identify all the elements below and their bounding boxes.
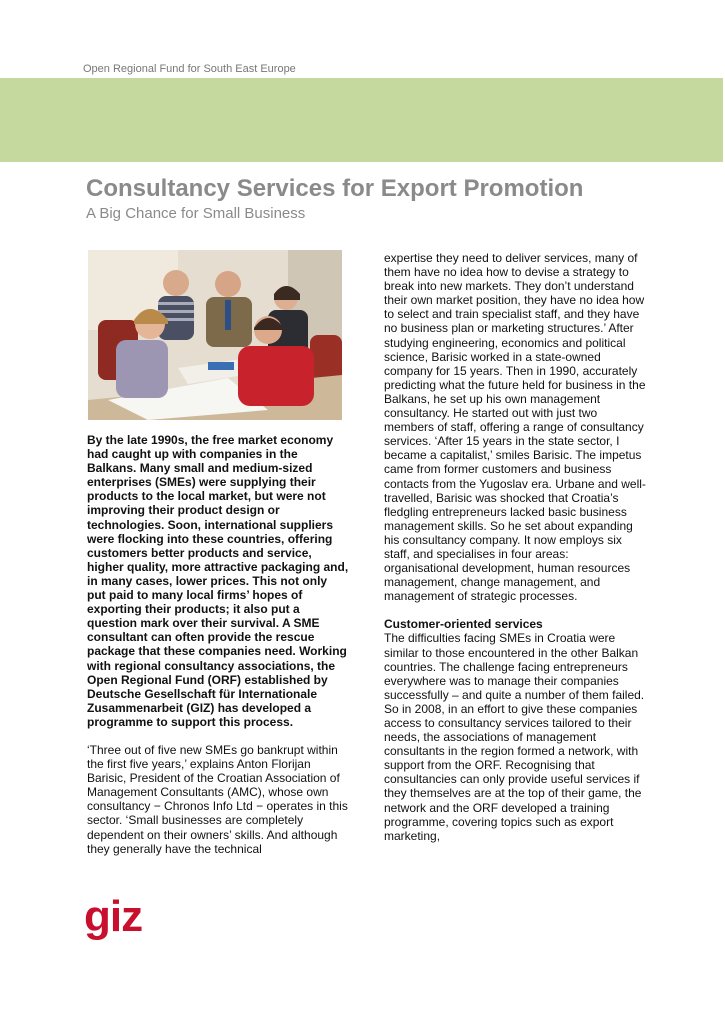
left-column xyxy=(87,433,349,856)
section-heading: Customer-oriented services xyxy=(384,617,543,632)
body-paragraph: expertise they need to deliver services, many of them have no idea how to devise a strategy to break into new markets. They don’t understand their own market position, they have no idea how to select and train specialist staff, and they have no business plan or marketing structures.’ After studying engineering, economics and political science, Barisic worked in a state-owned company for 15 years. Then in 1990, accurately predicting what the future held for business in the Balkans, he set up his own management consultancy. He started out with just two members of staff, offering a range of consultancy services. ‘After 15 years in the state sector, I became a capitalist,’ smiles Barisic. The impetus came from former customers and business contacts from the Yugoslav era. Urbane and well-travelled, Barisic was shocked that Croatia’s fledgling entrepreneurs lacked basic business management skills. So he set about expanding his consultancy company. It now employs six staff, and specialises in four areas: organisational development, human resources management, change management, and management of strategic processes. xyxy=(384,251,646,604)
body-paragraph: ‘Three out of five new SMEs go bankrupt within the first five years,’ explains Anton Florijan Barisic, President of the Croatian Association of Management Consultants (AMC), whose own consultancy − Chronos Info Ltd − operates in this sector. ‘Small businesses are completely dependent on their owners’ skills. And although they generally have the technical xyxy=(87,742,348,856)
photo-illustration-icon xyxy=(88,250,342,420)
page-subtitle: A Big Chance for Small Business xyxy=(86,205,306,222)
right-column xyxy=(384,251,646,843)
page-title: Consultancy Services for Export Promotion xyxy=(86,175,584,202)
giz-logo-icon xyxy=(84,893,154,948)
giz-logo xyxy=(84,893,154,948)
body-paragraph: The difficulties facing SMEs in Croatia were similar to those encountered in the other Balkan countries. The challenge facing entrepreneurs everywhere was to manage their companies successfully – and quite a number of them failed. So in 2008, in an effort to give these companies access to consultancy services tailored to their needs, the associations of management consultants in the region formed a network, with support from the ORF. Recognising that consultancies can only provide useful services if they themselves are at the top of their game, the network and the ORF developed a training programme, covering topics such as export marketing, xyxy=(384,631,645,843)
header-org-name: Open Regional Fund for South East Europe xyxy=(83,63,296,75)
header-band xyxy=(0,78,723,162)
svg-text:giz: giz xyxy=(84,893,143,941)
lead-paragraph: By the late 1990s, the free market economy had caught up with companies in the Balkans. Many small and medium-sized enterprises (SMEs) were supplying their products to the local market, but were not improving their product design or technologies. Soon, international suppliers were flocking into these countries, offering customers better products and service, higher quality, more attractive packaging and, in many cases, lower prices. This not only put paid to many local firms’ hopes of exporting their products; it also put a question mark over their survival. A SME consultant can often provide the rescue package that these companies need. Working with regional consultancy associations, the Open Regional Fund (ORF) established by Deutsche Gesellschaft für Internationale Zusammenarbeit (GIZ) has developed a programme to support this process. xyxy=(87,433,349,729)
photo-consultants-meeting xyxy=(88,250,342,420)
